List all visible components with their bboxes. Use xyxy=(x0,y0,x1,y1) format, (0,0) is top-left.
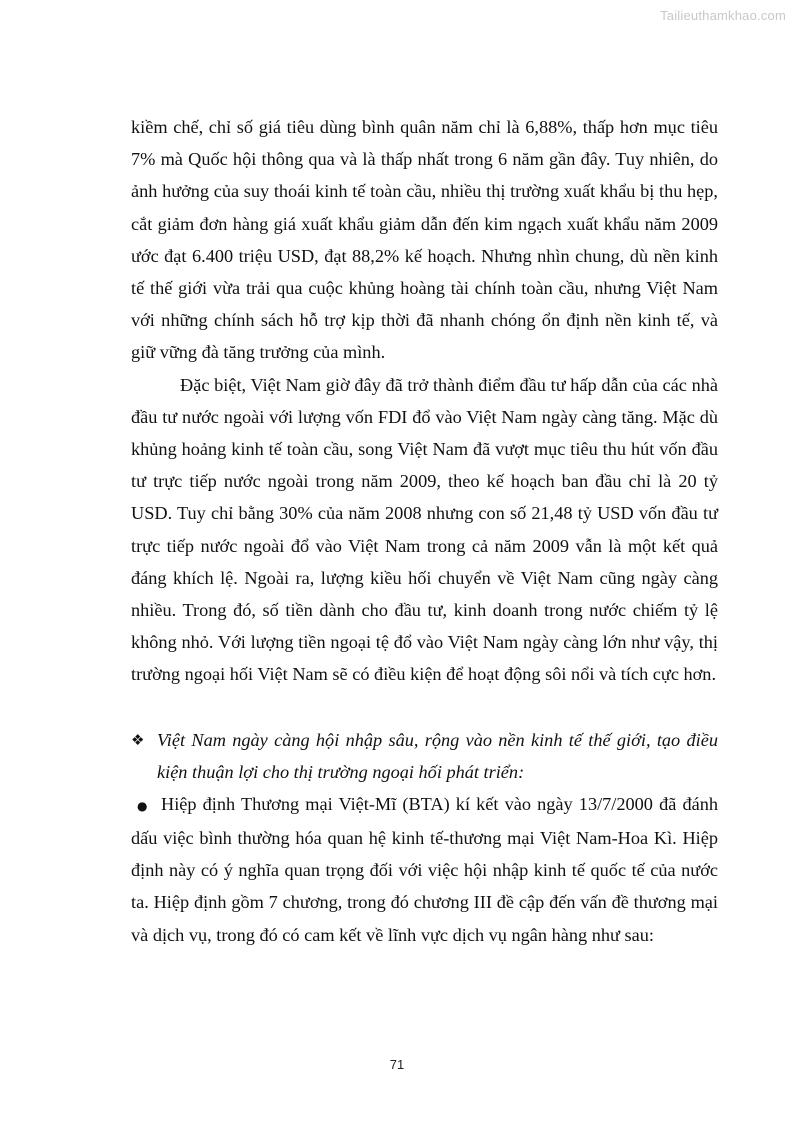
section-spacer xyxy=(131,691,718,724)
paragraph-2: Đặc biệt, Việt Nam giờ đây đã trở thành điểm đầu tư hấp dẫn của các nhà đầu tư nước ngoài với lượng vốn FDI đổ vào Việt Nam ngày càng tăng. Mặc dù khủng hoảng kinh tế toàn cầu, song Việt Nam đã vượt mục tiêu thu hút vốn đầu tư trực tiếp nước ngoài trong năm 2009, theo kế hoạch ban đầu chỉ là 20 tỷ USD. Tuy chỉ bằng 30% của năm 2008 nhưng con số 21,48 tỷ USD vốn đầu tư trực tiếp nước ngoài đổ vào Việt Nam trong cả năm 2009 vẫn là một kết quả đáng khích lệ. Ngoài ra, lượng kiều hối chuyển về Việt Nam cũng ngày càng nhiều. Trong đó, số tiền dành cho đầu tư, kinh doanh trong nước chiếm tỷ lệ không nhỏ. Với lượng tiền ngoại tệ đổ vào Việt Nam ngày càng lớn như vậy, thị trường ngoại hối Việt Nam sẽ có điều kiện để hoạt động sôi nổi và tích cực hơn. xyxy=(131,374,718,685)
bullet-paragraph xyxy=(131,788,718,951)
diamond-bullet-icon: ❖ xyxy=(131,730,145,749)
page-number: 71 xyxy=(389,1057,405,1072)
dot-bullet-icon: ● xyxy=(137,798,148,813)
section-heading-text: Việt Nam ngày càng hội nhập sâu, rộng vào nền kinh tế thế giới, tạo điều kiện thuận lợi cho thị trường ngoại hối phát triển: xyxy=(157,729,718,782)
paragraph-1: kiềm chế, chỉ số giá tiêu dùng bình quân năm chỉ là 6,88%, thấp hơn mục tiêu 7% mà Quốc hội thông qua và là thấp nhất trong 6 năm gần đây. Tuy nhiên, do ảnh hưởng của suy thoái kinh tế toàn cầu, nhiều thị trường xuất khẩu bị thu hẹp, cắt giảm đơn hàng giá xuất khẩu giảm dẫn đến kim ngạch xuất khẩu năm 2009 ước đạt 6.400 triệu USD, đạt 88,2% kế hoạch. Nhưng nhìn chung, dù nền kinh tế thế giới vừa trải qua cuộc khủng hoàng tài chính toàn cầu, nhưng Việt Nam với những chính sách hỗ trợ kịp thời đã nhanh chóng ổn định nền kinh tế, và giữ vững đà tăng trưởng của mình. xyxy=(131,117,718,363)
watermark: Tailieuthamkhao.com xyxy=(660,8,786,23)
page-body xyxy=(131,111,718,951)
section-heading xyxy=(131,724,718,788)
bullet-paragraph-text: Hiệp định Thương mại Việt-Mĩ (BTA) kí kết vào ngày 13/7/2000 đã đánh dấu việc bình thường hóa quan hệ kinh tế-thương mại Việt Nam-Hoa Kì. Hiệp định này có ý nghĩa quan trọng đối với việc hội nhập kinh tế quốc tế của nước ta. Hiệp định gồm 7 chương, trong đó chương III đề cập đến vấn đề thương mại và dịch vụ, trong đó có cam kết về lĩnh vực dịch vụ ngân hàng như sau: xyxy=(131,794,718,945)
